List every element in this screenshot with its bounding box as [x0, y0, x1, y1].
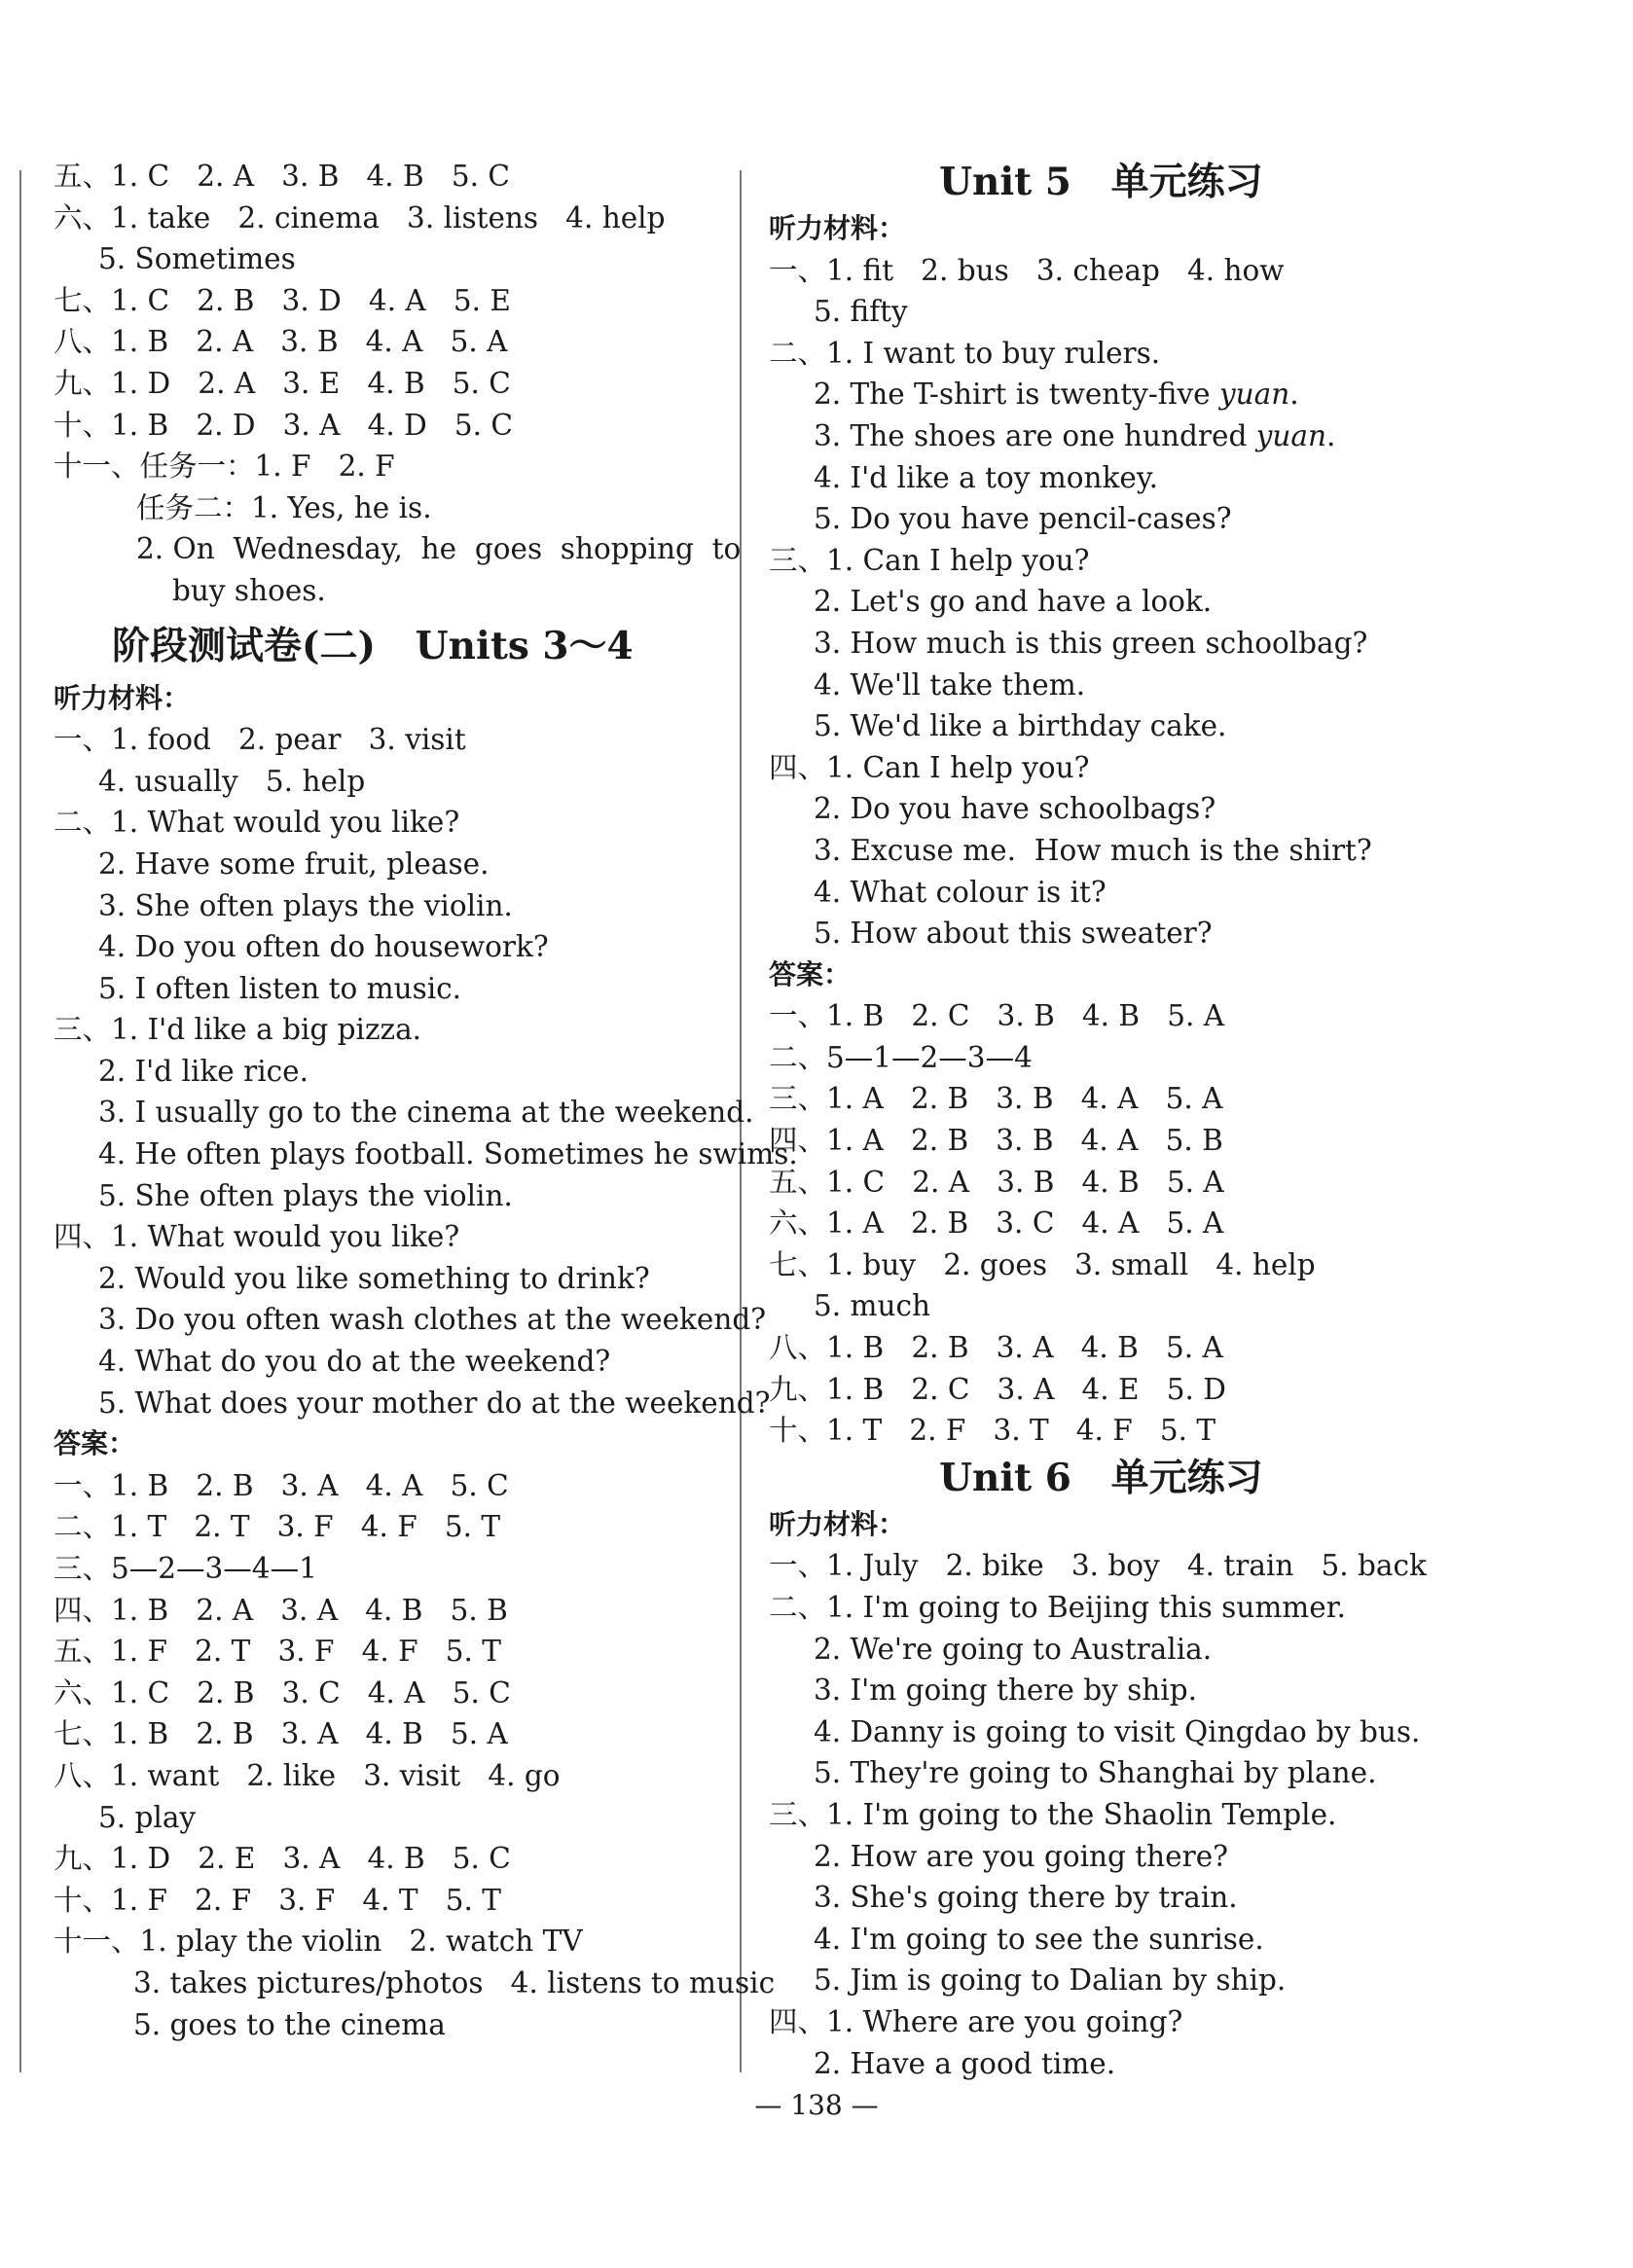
answer-line: 六、1. take 2. cinema 3. listens 4. help [54, 200, 666, 234]
listening-label: 听力材料： [54, 681, 191, 714]
italic-word: yuan [1255, 418, 1327, 452]
page-number: — 138 — [754, 2089, 879, 2121]
listening-line: 2. We're going to Australia. [814, 1632, 1213, 1666]
period: . [1289, 378, 1299, 412]
answer-line: 九、1. D 2. E 3. A 4. B 5. C [54, 1842, 511, 1876]
listening-line: 5. They're going to Shanghai by plane. [814, 1756, 1377, 1790]
listening-label: 听力材料： [769, 212, 906, 244]
answer-line: 七、1. buy 2. goes 3. small 4. help [769, 1247, 1316, 1281]
listening-line: 三、1. I'm going to the Shaolin Temple. [769, 1797, 1337, 1831]
answer-line: 五、1. C 2. A 3. B 4. B 5. A [769, 1165, 1224, 1199]
answer-line: 八、1. want 2. like 3. visit 4. go [54, 1758, 561, 1792]
answer-line: 二、5—1—2—3—4 [769, 1040, 1033, 1074]
listening-label: 听力材料： [769, 1507, 906, 1540]
unit5-title: Unit 5 单元练习 [939, 160, 1263, 204]
answers-label: 答案： [54, 1427, 136, 1460]
answer-line: 任务二：1. Yes, he is. [136, 490, 432, 524]
listening-line [769, 415, 1528, 457]
listening-line: 5. Do you have pencil-cases? [814, 502, 1232, 536]
listening-line: 三、1. I'd like a big pizza. [54, 1013, 422, 1047]
listening-line: 4. What colour is it? [814, 875, 1107, 909]
listening-line: 4. usually 5. help [98, 764, 366, 798]
answer-line: 九、1. D 2. A 3. E 4. B 5. C [54, 366, 511, 400]
listening-line: 2. Let's go and have a look. [814, 585, 1213, 619]
listening-line: 5. What does your mother do at the weekend? [98, 1386, 771, 1420]
listening-line: 3. Excuse me. How much is the shirt? [814, 833, 1372, 867]
answer-line: 十、1. F 2. F 3. F 4. T 5. T [54, 1883, 501, 1917]
right-column [769, 156, 1528, 2084]
answer-line: 2. On Wednesday, he goes shopping to [136, 532, 742, 566]
answer-line: 一、1. B 2. C 3. B 4. B 5. A [769, 999, 1225, 1033]
answer-line: 八、1. B 2. A 3. B 4. A 5. A [54, 325, 508, 359]
answer-line: 四、1. A 2. B 3. B 4. A 5. B [769, 1124, 1223, 1158]
listening-line: 4. Do you often do housework? [98, 930, 549, 964]
listening-line: 2. Have some fruit, please. [98, 846, 490, 881]
answer-line: 5. play [98, 1800, 197, 1834]
listening-line: 3. I'm going there by ship. [814, 1674, 1197, 1708]
listening-line: 3. Do you often wash clothes at the weekend? [98, 1303, 767, 1337]
answer-line: 二、1. T 2. T 3. F 4. F 5. T [54, 1510, 501, 1544]
listening-line: 四、1. Can I help you? [769, 750, 1090, 784]
listening-line: 4. We'll take them. [814, 667, 1086, 702]
listening-line: 5. Jim is going to Dalian by ship. [814, 1963, 1287, 1998]
listening-line [769, 374, 1528, 415]
listening-line: 5. fifty [814, 295, 908, 329]
answer-line: 3. takes pictures/photos 4. listens to music [133, 1965, 776, 1999]
answer-line: 十一、任务一：1. F 2. F [54, 450, 395, 484]
listening-line: 4. I'd like a toy monkey. [814, 460, 1158, 494]
listening-line: 5. We'd like a birthday cake. [814, 709, 1227, 743]
answer-line: 七、1. B 2. B 3. A 4. B 5. A [54, 1717, 508, 1751]
unit6-title: Unit 6 单元练习 [939, 1455, 1263, 1500]
answer-line: 一、1. B 2. B 3. A 4. A 5. C [54, 1468, 509, 1502]
answer-line: 九、1. B 2. C 3. A 4. E 5. D [769, 1372, 1226, 1406]
answer-line: 八、1. B 2. B 3. A 4. B 5. A [769, 1331, 1223, 1365]
answers-label: 答案： [769, 957, 852, 990]
listening-line: 4. Danny is going to visit Qingdao by bus. [814, 1714, 1421, 1748]
listening-line: 5. How about this sweater? [814, 917, 1213, 951]
answer-line: 十、1. B 2. D 3. A 4. D 5. C [54, 408, 514, 442]
listening-line: 2. Have a good time. [814, 2046, 1116, 2080]
answer-line: 十、1. T 2. F 3. T 4. F 5. T [769, 1414, 1216, 1448]
answer-line: 五、1. F 2. T 3. F 4. F 5. T [54, 1635, 501, 1669]
listening-line: 三、1. Can I help you? [769, 543, 1090, 577]
left-column [54, 156, 798, 2045]
answer-line: 七、1. C 2. B 3. D 4. A 5. E [54, 283, 511, 317]
listening-text: 3. The shoes are one hundred [814, 418, 1248, 452]
listening-line: 3. How much is this green schoolbag? [814, 626, 1368, 660]
answer-line: 三、1. A 2. B 3. B 4. A 5. A [769, 1082, 1223, 1116]
listening-line: 四、1. What would you like? [54, 1220, 460, 1254]
listening-line: 二、1. I want to buy rulers. [769, 336, 1161, 370]
answer-line: 三、5—2—3—4—1 [54, 1552, 317, 1585]
listening-line: 一、1. food 2. pear 3. visit [54, 723, 466, 757]
listening-line: 4. He often plays football. Sometimes he swims. [98, 1137, 798, 1171]
listening-line: 2. How are you going there? [814, 1839, 1228, 1873]
answer-line: buy shoes. [172, 573, 326, 607]
listening-line: 2. Do you have schoolbags? [814, 792, 1216, 826]
answer-line: 5. Sometimes [98, 242, 296, 276]
period: . [1326, 418, 1336, 452]
answer-line: 十一、1. play the violin 2. watch TV [54, 1925, 583, 1959]
listening-line: 5. She often plays the violin. [98, 1178, 513, 1212]
listening-line: 5. I often listen to music. [98, 971, 462, 1005]
listening-line: 3. She's going there by train. [814, 1881, 1238, 1915]
answer-line: 5. much [814, 1289, 931, 1323]
listening-line: 二、1. What would you like? [54, 806, 460, 840]
listening-line: 4. I'm going to see the sunrise. [814, 1922, 1264, 1956]
listening-line: 一、1. fit 2. bus 3. cheap 4. how [769, 253, 1285, 287]
listening-line: 2. I'd like rice. [98, 1054, 309, 1088]
answer-line: 五、1. C 2. A 3. B 4. B 5. C [54, 160, 510, 193]
section-title: 阶段测试卷(二) Units 3～4 [112, 623, 634, 668]
listening-line: 2. Would you like something to drink? [98, 1261, 650, 1295]
answer-line: 六、1. C 2. B 3. C 4. A 5. C [54, 1675, 511, 1710]
answer-line: 四、1. B 2. A 3. A 4. B 5. B [54, 1593, 508, 1627]
answer-line: 5. goes to the cinema [133, 2007, 446, 2041]
listening-line: 3. I usually go to the cinema at the weekend. [98, 1096, 754, 1130]
listening-text: 2. The T-shirt is twenty-five [814, 378, 1211, 412]
listening-line: 四、1. Where are you going? [769, 2004, 1183, 2038]
listening-line: 一、1. July 2. bike 3. boy 4. train 5. back [769, 1549, 1427, 1583]
listening-line: 二、1. I'm going to Beijing this summer. [769, 1591, 1346, 1624]
listening-line: 4. What do you do at the weekend? [98, 1345, 611, 1379]
answer-line: 六、1. A 2. B 3. C 4. A 5. A [769, 1206, 1224, 1241]
left-margin-rule [19, 170, 21, 2072]
listening-line: 3. She often plays the violin. [98, 888, 513, 922]
italic-word: yuan [1218, 378, 1290, 412]
